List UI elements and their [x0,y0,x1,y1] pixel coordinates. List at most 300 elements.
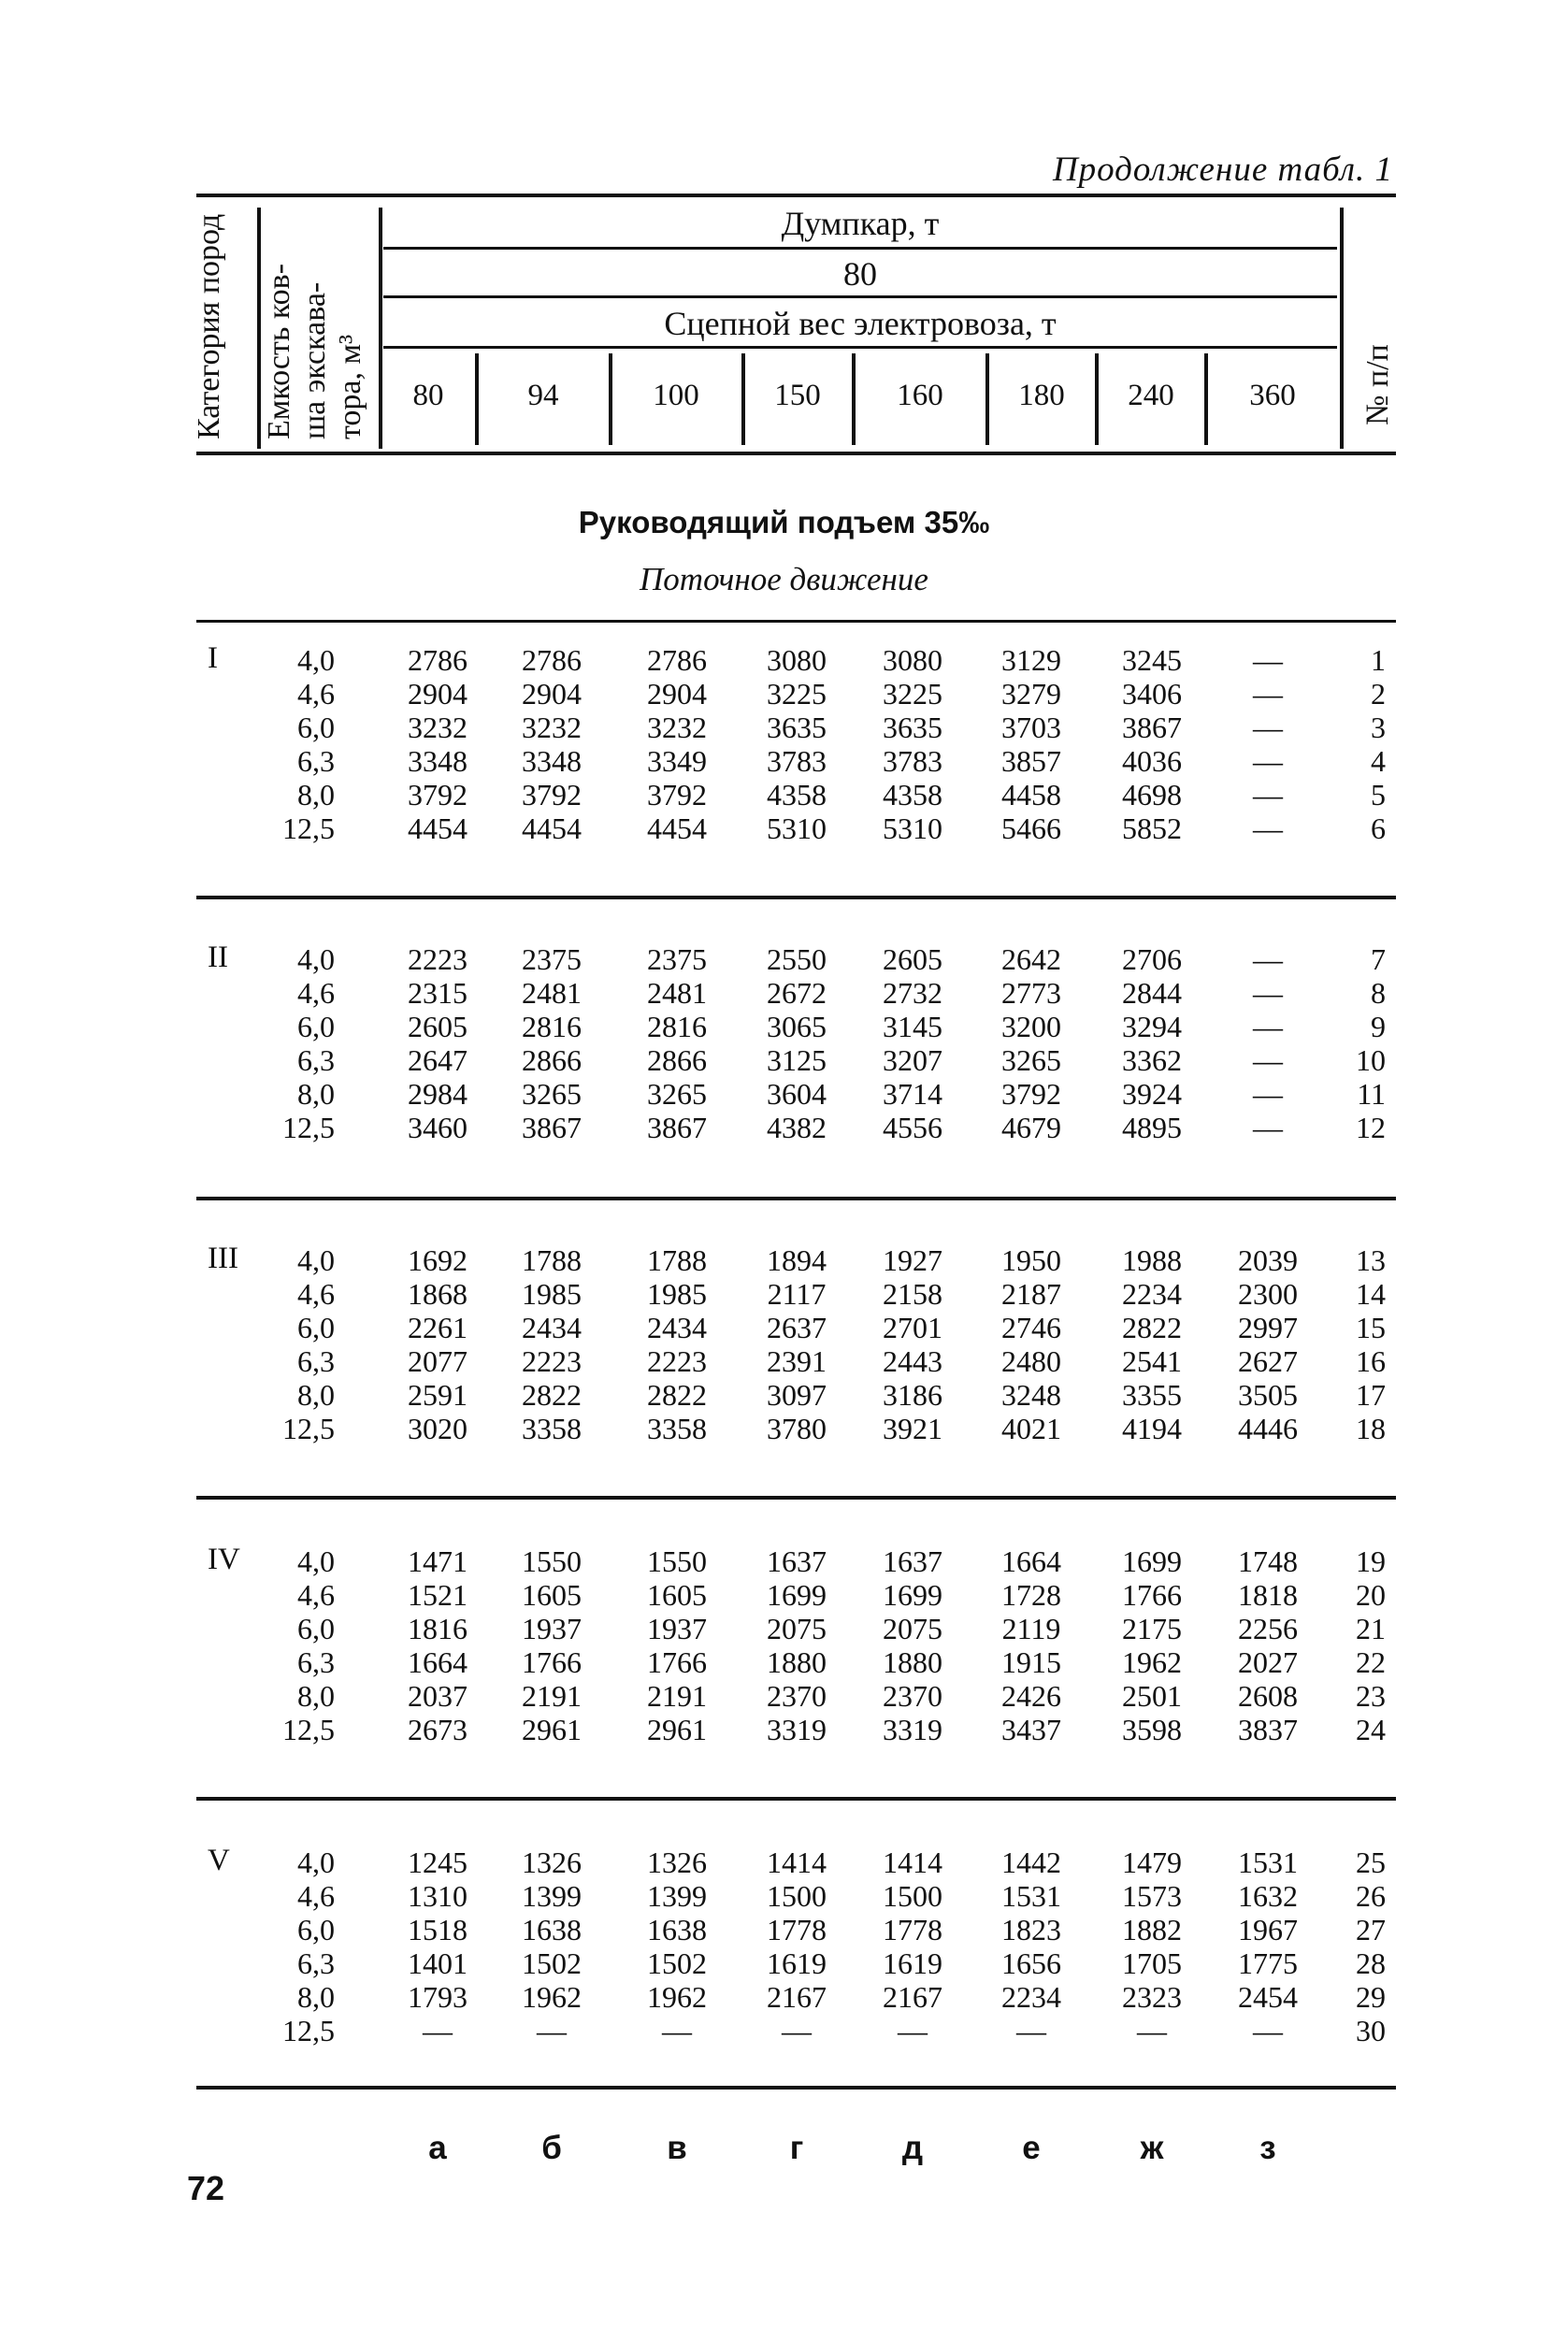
header-row-no [1360,313,1396,425]
value-cell: 4036 [1122,744,1182,778]
value-cell: 3349 [647,744,707,778]
row-number-cell: 25 [1356,1846,1386,1879]
header-capacity-line1: Емкость ков- [262,263,296,439]
value-cell: 3355 [1122,1378,1182,1412]
value-cell: 1638 [647,1913,707,1946]
value-cell: 2426 [1001,1679,1061,1713]
section-title: Руководящий подъем 35‰ [578,505,990,539]
value-cell: 1766 [522,1645,582,1679]
value-cell: 2234 [1122,1277,1182,1311]
value-cell: 3020 [408,1412,468,1445]
col-header-80: 80 [412,379,444,412]
column-letter: е [1022,2130,1041,2166]
value-cell: 2175 [1122,1612,1182,1645]
header-dumpcar-value-rule [383,295,1337,298]
value-cell: 1962 [647,1980,707,2014]
row-number-cell: 26 [1356,1879,1386,1913]
value-cell: 1705 [1122,1946,1182,1980]
header-category [192,213,227,439]
value-cell: — [1253,2014,1283,2047]
value-cell: 3792 [647,778,707,811]
value-cell: 2844 [1122,976,1182,1010]
value-cell: 3358 [647,1412,707,1445]
value-cell: 1880 [883,1645,942,1679]
value-cell: 3225 [767,677,827,711]
value-cell: 1816 [408,1612,468,1645]
row-number-cell: 29 [1356,1980,1386,2014]
row-number-cell: 7 [1371,942,1386,976]
value-cell: 3406 [1122,677,1182,711]
col-header-100: 100 [653,379,699,412]
value-cell: 2501 [1122,1679,1182,1713]
value-cell: — [423,2014,453,2047]
value-cell: 2904 [408,677,468,711]
value-cell: — [1253,1077,1283,1111]
value-cell: 4454 [522,811,582,845]
capacity-cell: 6,3 [297,744,335,778]
value-cell: 3635 [767,711,827,744]
value-cell: 5852 [1122,811,1182,845]
row-number-cell: 3 [1371,711,1386,744]
value-cell: 2816 [647,1010,707,1043]
value-cell: 3792 [522,778,582,811]
value-cell: 3460 [408,1111,468,1144]
value-cell: — [1253,1043,1283,1077]
row-number-cell: 20 [1356,1578,1386,1612]
value-cell: 1632 [1238,1879,1298,1913]
value-cell: 4021 [1001,1412,1061,1445]
value-cell: 2647 [408,1043,468,1077]
value-cell: 3703 [1001,711,1061,744]
value-cell: 2167 [767,1980,827,2014]
value-cell: 2323 [1122,1980,1182,2014]
category-label: III [208,1242,238,1275]
group-rule [196,896,1396,899]
capacity-cell: 6,0 [297,1913,335,1946]
value-cell: 3783 [767,744,827,778]
capacity-cell: 6,0 [297,711,335,744]
value-cell: 3294 [1122,1010,1182,1043]
capacity-cell: 6,0 [297,1010,335,1043]
value-cell: 5466 [1001,811,1061,845]
value-cell: 1699 [883,1578,942,1612]
value-cell: 1518 [408,1913,468,1946]
value-cell: 3200 [1001,1010,1061,1043]
value-cell: 2256 [1238,1612,1298,1645]
value-cell: 1937 [522,1612,582,1645]
value-cell: 1823 [1001,1913,1061,1946]
value-cell: 2454 [1238,1980,1298,2014]
value-cell: 2261 [408,1311,468,1344]
value-cell: 3598 [1122,1713,1182,1746]
value-cell: 3065 [767,1010,827,1043]
value-cell: 1985 [647,1277,707,1311]
value-cell: — [1253,711,1283,744]
column-letter: з [1259,2130,1276,2166]
value-cell: 2027 [1238,1645,1298,1679]
value-cell: 3279 [1001,677,1061,711]
value-cell: 3129 [1001,643,1061,677]
value-cell: 1245 [408,1846,468,1879]
column-letter: г [789,2130,804,2166]
category-label: II [208,941,228,974]
value-cell: 1927 [883,1243,942,1277]
row-number-cell: 22 [1356,1645,1386,1679]
value-cell: 3867 [1122,711,1182,744]
value-cell: 1550 [647,1544,707,1578]
value-cell: 2223 [647,1344,707,1378]
value-cell: 2627 [1238,1344,1298,1378]
value-cell: 2223 [408,942,468,976]
value-cell: 1573 [1122,1879,1182,1913]
value-cell: 2039 [1238,1243,1298,1277]
value-cell: 1788 [647,1243,707,1277]
value-cell: 1326 [647,1846,707,1879]
value-cell: 1882 [1122,1913,1182,1946]
value-cell: 2732 [883,976,942,1010]
value-cell: 4358 [767,778,827,811]
value-cell: 2591 [408,1378,468,1412]
value-cell: — [1253,976,1283,1010]
value-cell: 1766 [647,1645,707,1679]
value-cell: 3362 [1122,1043,1182,1077]
value-cell: 1605 [647,1578,707,1612]
value-cell: 1788 [522,1243,582,1277]
capacity-cell: 12,5 [282,1713,335,1746]
row-number-cell: 9 [1371,1010,1386,1043]
value-cell: 2481 [522,976,582,1010]
value-cell: 3792 [408,778,468,811]
row-number-cell: 8 [1371,976,1386,1010]
value-cell: — [782,2014,812,2047]
value-cell: 3232 [522,711,582,744]
value-cell: 3125 [767,1043,827,1077]
capacity-cell: 6,3 [297,1946,335,1980]
value-cell: 2984 [408,1077,468,1111]
value-cell: 2706 [1122,942,1182,976]
value-cell: 2375 [647,942,707,976]
col-header-160: 160 [897,379,943,412]
value-cell: 4446 [1238,1412,1298,1445]
value-cell: 3780 [767,1412,827,1445]
row-number-cell: 6 [1371,811,1386,845]
capacity-cell: 4,6 [297,976,335,1010]
value-cell: 2158 [883,1277,942,1311]
col-header-150: 150 [774,379,821,412]
value-cell: 2786 [408,643,468,677]
row-number-cell: 30 [1356,2014,1386,2047]
value-cell: 2119 [1001,1612,1061,1645]
value-cell: — [1253,744,1283,778]
value-cell: 3857 [1001,744,1061,778]
value-cell: 1326 [522,1846,582,1879]
value-cell: 2608 [1238,1679,1298,1713]
value-cell: 1656 [1001,1946,1061,1980]
value-cell: 1399 [647,1879,707,1913]
capacity-cell: 12,5 [282,811,335,845]
value-cell: 2961 [647,1713,707,1746]
value-cell: 3265 [522,1077,582,1111]
header-row-no-text: № п/п [1360,344,1395,425]
row-number-cell: 13 [1356,1243,1386,1277]
value-cell: 1638 [522,1913,582,1946]
value-cell: 3505 [1238,1378,1298,1412]
value-cell: — [1253,1010,1283,1043]
category-label: V [208,1844,230,1877]
value-cell: 1988 [1122,1243,1182,1277]
value-cell: — [1253,811,1283,845]
section-subtitle: Поточное движение [640,561,928,597]
header-vrule-3 [1340,208,1344,449]
value-cell: 2673 [408,1713,468,1746]
capacity-cell: 8,0 [297,1077,335,1111]
value-cell: 3348 [408,744,468,778]
value-cell: 2443 [883,1344,942,1378]
value-cell: 2816 [522,1010,582,1043]
value-cell: 3792 [1001,1077,1061,1111]
value-cell: 1692 [408,1243,468,1277]
value-cell: 1502 [522,1946,582,1980]
value-cell: 1399 [522,1879,582,1913]
column-letter: б [541,2130,562,2166]
value-cell: 3265 [647,1077,707,1111]
value-cell: 2223 [522,1344,582,1378]
value-cell: 3097 [767,1378,827,1412]
value-cell: 3924 [1122,1077,1182,1111]
capacity-cell: 8,0 [297,1378,335,1412]
value-cell: — [1253,643,1283,677]
value-cell: 1619 [883,1946,942,1980]
row-number-cell: 2 [1371,677,1386,711]
value-cell: 1414 [883,1846,942,1879]
value-cell: — [537,2014,567,2047]
row-number-cell: 10 [1356,1043,1386,1077]
value-cell: 2075 [767,1612,827,1645]
capacity-cell: 4,6 [297,1578,335,1612]
value-cell: 3186 [883,1378,942,1412]
header-capacity [262,215,368,439]
value-cell: 1442 [1001,1846,1061,1879]
header-dumpcar-rule [383,247,1337,250]
value-cell: 2370 [883,1679,942,1713]
value-cell: 2077 [408,1344,468,1378]
value-cell: 2234 [1001,1980,1061,2014]
capacity-cell: 12,5 [282,2014,335,2047]
capacity-cell: 12,5 [282,1412,335,1445]
value-cell: 3319 [883,1713,942,1746]
value-cell: — [1253,942,1283,976]
col-header-94: 94 [527,379,559,412]
value-cell: 2300 [1238,1277,1298,1311]
value-cell: 1894 [767,1243,827,1277]
value-cell: 2822 [647,1378,707,1412]
capacity-cell: 6,3 [297,1344,335,1378]
value-cell: 3245 [1122,643,1182,677]
col-header-240: 240 [1128,379,1174,412]
value-cell: 1500 [883,1879,942,1913]
capacity-cell: 12,5 [282,1111,335,1144]
capacity-cell: 4,0 [297,942,335,976]
value-cell: 2315 [408,976,468,1010]
value-cell: 2550 [767,942,827,976]
value-cell: 5310 [883,811,942,845]
value-cell: 1619 [767,1946,827,1980]
value-cell: 4382 [767,1111,827,1144]
row-number-cell: 4 [1371,744,1386,778]
value-cell: 2997 [1238,1311,1298,1344]
value-cell: 3635 [883,711,942,744]
capacity-cell: 4,0 [297,1846,335,1879]
value-cell: 2701 [883,1311,942,1344]
value-cell: 1778 [883,1913,942,1946]
value-cell: 2822 [1122,1311,1182,1344]
value-cell: 4895 [1122,1111,1182,1144]
value-cell: 1985 [522,1277,582,1311]
value-cell: 3232 [408,711,468,744]
column-letter: в [667,2130,687,2166]
value-cell: — [1253,778,1283,811]
value-cell: 3265 [1001,1043,1061,1077]
value-cell: 3225 [883,677,942,711]
value-cell: 2786 [647,643,707,677]
value-cell: 2167 [883,1980,942,2014]
value-cell: 4698 [1122,778,1182,811]
value-cell: 1699 [1122,1544,1182,1578]
value-cell: 4458 [1001,778,1061,811]
value-cell: 2642 [1001,942,1061,976]
capacity-cell: 4,6 [297,1277,335,1311]
value-cell: 2391 [767,1344,827,1378]
value-cell: 1937 [647,1612,707,1645]
value-cell: 2605 [408,1010,468,1043]
value-cell: 1502 [647,1946,707,1980]
value-cell: — [1253,1111,1283,1144]
value-cell: 1775 [1238,1946,1298,1980]
row-number-cell: 11 [1357,1077,1386,1111]
value-cell: 1550 [522,1544,582,1578]
value-cell: 1479 [1122,1846,1182,1879]
value-cell: 2637 [767,1311,827,1344]
capacity-cell: 4,6 [297,677,335,711]
row-number-cell: 28 [1356,1946,1386,1980]
value-cell: 2434 [647,1311,707,1344]
value-cell: 1414 [767,1846,827,1879]
value-cell: 3714 [883,1077,942,1111]
value-cell: 2866 [647,1043,707,1077]
value-cell: 1471 [408,1544,468,1578]
value-cell: 3358 [522,1412,582,1445]
category-label: I [208,641,218,675]
column-letter: ж [1140,2130,1164,2166]
row-number-cell: 19 [1356,1544,1386,1578]
value-cell: 3080 [767,643,827,677]
value-cell: 4679 [1001,1111,1061,1144]
value-cell: 2375 [522,942,582,976]
value-cell: 4194 [1122,1412,1182,1445]
value-cell: 2434 [522,1311,582,1344]
row-number-cell: 17 [1356,1378,1386,1412]
row-number-cell: 18 [1356,1412,1386,1445]
value-cell: 3348 [522,744,582,778]
value-cell: 3604 [767,1077,827,1111]
capacity-cell: 6,3 [297,1043,335,1077]
value-cell: 2672 [767,976,827,1010]
header-category-text: Категория пород [192,213,226,439]
value-cell: 1778 [767,1913,827,1946]
capacity-cell: 6,3 [297,1645,335,1679]
header-capacity-line2: ша экскава- [297,281,332,439]
capacity-cell: 4,0 [297,643,335,677]
value-cell: 3437 [1001,1713,1061,1746]
value-cell: 1310 [408,1879,468,1913]
header-dumpcar: Думпкар, т [781,205,940,242]
value-cell: 3921 [883,1412,942,1445]
capacity-cell: 8,0 [297,1679,335,1713]
header-capacity-line3: тора, м³ [333,334,367,439]
value-cell: 1967 [1238,1913,1298,1946]
group-rule [196,1496,1396,1500]
header-top-rule [196,194,1396,197]
value-cell: 2541 [1122,1344,1182,1378]
value-cell: 1950 [1001,1243,1061,1277]
value-cell: 1868 [408,1277,468,1311]
row-number-cell: 24 [1356,1713,1386,1746]
header-bottom-rule [196,452,1396,455]
value-cell: 3783 [883,744,942,778]
value-cell: 1748 [1238,1544,1298,1578]
continuation-caption: Продолжение табл. 1 [1052,151,1393,189]
value-cell: 2075 [883,1612,942,1645]
value-cell: 3867 [647,1111,707,1144]
value-cell: 2370 [767,1679,827,1713]
value-cell: 1500 [767,1879,827,1913]
group-rule [196,620,1396,623]
value-cell: 1637 [883,1544,942,1578]
capacity-cell: 4,0 [297,1243,335,1277]
header-vrule-1 [257,208,261,449]
value-cell: 4556 [883,1111,942,1144]
value-cell: 1962 [1122,1645,1182,1679]
value-cell: — [1016,2014,1046,2047]
row-number-cell: 1 [1371,643,1386,677]
value-cell: — [898,2014,928,2047]
value-cell: 4454 [647,811,707,845]
capacity-cell: 8,0 [297,1980,335,2014]
value-cell: 2746 [1001,1311,1061,1344]
row-number-cell: 12 [1356,1111,1386,1144]
header-loco: Сцепной вес электровоза, т [664,305,1057,342]
capacity-cell: 4,0 [297,1544,335,1578]
value-cell: 1531 [1238,1846,1298,1879]
value-cell: 1521 [408,1578,468,1612]
value-cell: 1915 [1001,1645,1061,1679]
capacity-cell: 4,6 [297,1879,335,1913]
value-cell: 3207 [883,1043,942,1077]
value-cell: 1605 [522,1578,582,1612]
group-rule [196,1797,1396,1801]
capacity-cell: 8,0 [297,778,335,811]
value-cell: 3145 [883,1010,942,1043]
value-cell: 1401 [408,1946,468,1980]
value-cell: 2191 [647,1679,707,1713]
row-number-cell: 16 [1356,1344,1386,1378]
value-cell: 4454 [408,811,468,845]
value-cell: 2117 [767,1277,827,1311]
row-number-cell: 23 [1356,1679,1386,1713]
group-rule [196,1197,1396,1200]
value-cell: 2961 [522,1713,582,1746]
row-number-cell: 14 [1356,1277,1386,1311]
